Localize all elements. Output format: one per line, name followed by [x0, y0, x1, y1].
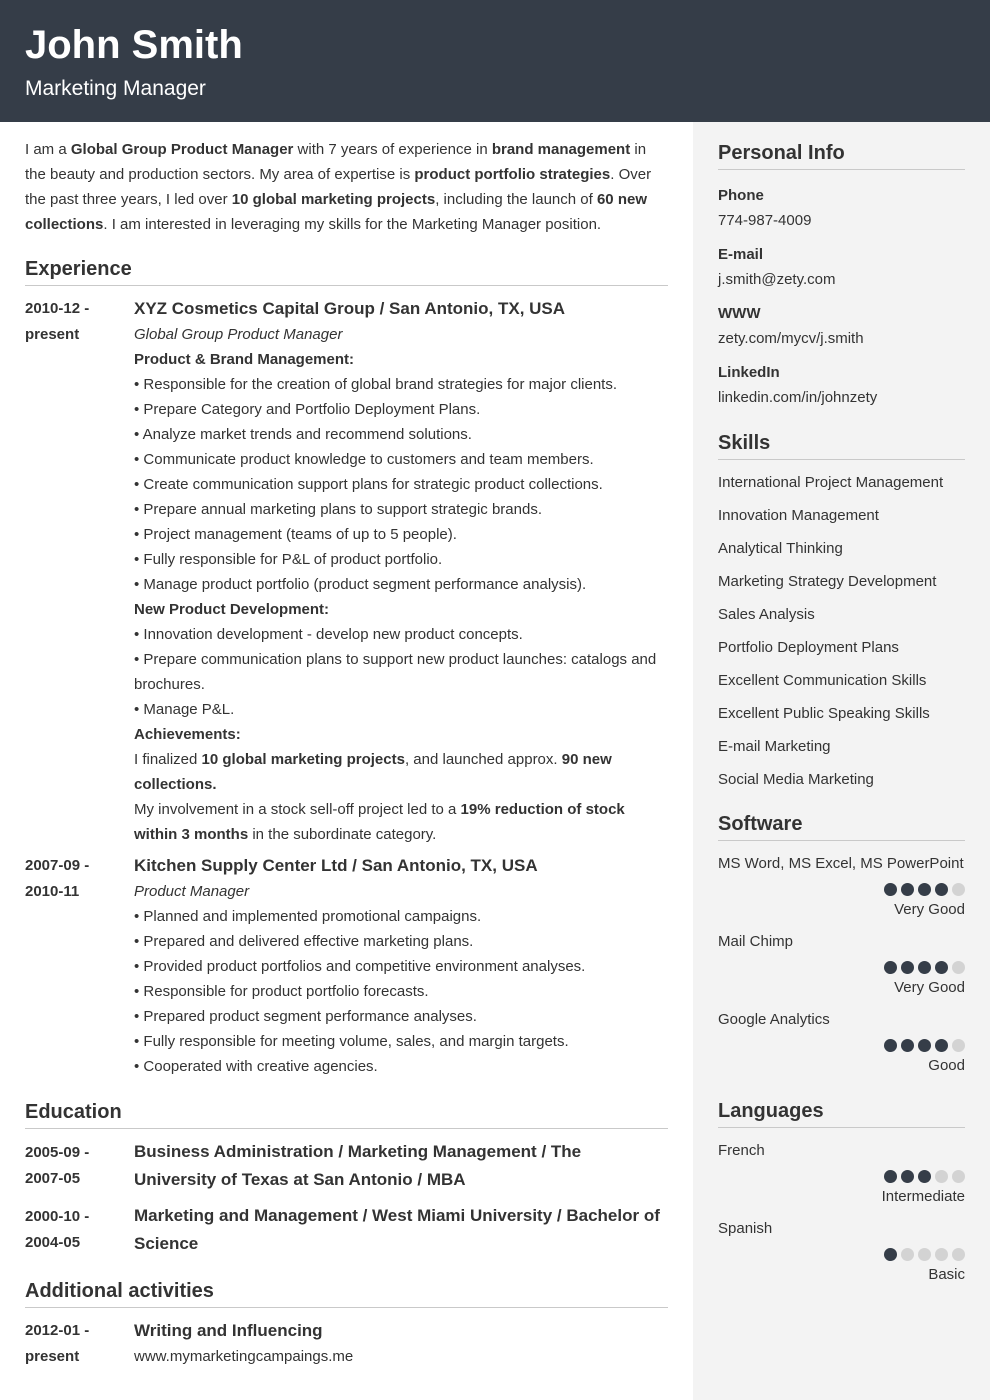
- bullet-line: [134, 422, 668, 447]
- rated-name: MS Word, MS Excel, MS PowerPoint: [718, 855, 964, 872]
- bullet-line: [134, 397, 668, 422]
- entry-date: [25, 1318, 134, 1370]
- experience-entry: [25, 853, 668, 1079]
- experience-entry: [25, 296, 668, 847]
- text-run: . I am interested in leveraging my skills for the Marketing Manager position.: [103, 216, 602, 233]
- bullet-line: [134, 747, 668, 797]
- personal-info-section: [718, 140, 965, 409]
- text-run: . Over the past three years, I led over: [25, 166, 652, 208]
- rating-dot-filled: [884, 961, 897, 974]
- bullet-line: [134, 522, 668, 547]
- rating-dot-empty: [918, 1248, 931, 1261]
- activity-entry: [25, 1318, 668, 1370]
- text-run: • Analyze market trends and recommend solutions.: [134, 426, 472, 443]
- skill-item: Analytical Thinking: [718, 540, 843, 557]
- rating-dot-filled: [935, 1039, 948, 1052]
- bold-text: Product & Brand Management:: [134, 351, 355, 368]
- entry-body: [134, 296, 668, 847]
- rating-level: Very Good: [894, 901, 965, 918]
- entry-date: [25, 853, 134, 1079]
- bold-text: product portfolio strategies: [414, 166, 611, 183]
- rating-dots: [718, 1170, 965, 1183]
- bullet-line: [134, 647, 668, 697]
- bullet-line: [134, 547, 668, 572]
- education-section: [25, 1099, 668, 1258]
- bullet-line: [134, 372, 668, 397]
- text-run: , and launched approx.: [404, 751, 562, 768]
- text-run: • Cooperated with creative agencies.: [134, 1058, 378, 1075]
- education-heading: Education: [25, 1099, 668, 1129]
- entry-date: [25, 296, 134, 847]
- main-column: [25, 137, 668, 1370]
- subheading: [134, 722, 668, 747]
- skill-item: Portfolio Deployment Plans: [718, 639, 899, 656]
- bullet-line: [134, 979, 668, 1004]
- skill-item: E-mail Marketing: [718, 738, 831, 755]
- rated-name: French: [718, 1142, 765, 1159]
- rating-level: Good: [928, 1057, 965, 1074]
- rating-level: Basic: [928, 1266, 965, 1283]
- rating-dot-filled: [918, 1170, 931, 1183]
- text-run: in the subordinate category.: [248, 826, 437, 843]
- rated-item: [718, 1140, 965, 1207]
- activities-heading: Additional activities: [25, 1278, 668, 1308]
- text-run: • Prepare annual marketing plans to support strategic brands.: [134, 501, 542, 518]
- resume-header: [0, 0, 990, 122]
- text-run: • Manage P&L.: [134, 701, 235, 718]
- text-run: • Fully responsible for P&L of product portfolio.: [134, 551, 443, 568]
- rating-dots: [718, 961, 965, 974]
- skill-item: Excellent Communication Skills: [718, 672, 927, 689]
- rated-name: Mail Chimp: [718, 933, 794, 950]
- degree-title: Business Administration / Marketing Management / The University of Texas at San Antonio / MBA: [134, 1142, 582, 1189]
- text-run: • Communicate product knowledge to customers and team members.: [134, 451, 594, 468]
- rating-dot-filled: [918, 1039, 931, 1052]
- candidate-name: John Smith: [25, 23, 243, 67]
- subheading: [134, 347, 668, 372]
- bullet-line: [134, 447, 668, 472]
- personal-info-heading: Personal Info: [718, 140, 965, 170]
- languages-heading: Languages: [718, 1098, 965, 1128]
- subheading: [134, 597, 668, 622]
- education-entry: [25, 1202, 668, 1258]
- rating-dot-filled: [901, 883, 914, 896]
- candidate-title: Marketing Manager: [25, 77, 206, 100]
- rated-item: [718, 853, 965, 920]
- text-run: • Provided product portfolios and competitive environment analyses.: [134, 958, 586, 975]
- bullet-line: [134, 954, 668, 979]
- entry-body: [134, 1202, 668, 1258]
- bullet-line: [134, 1054, 668, 1079]
- job-role: Product Manager: [134, 883, 250, 900]
- activity-title: Writing and Influencing: [134, 1321, 323, 1340]
- bold-text: 10 global marketing projects: [231, 191, 436, 208]
- info-value: linkedin.com/in/johnzety: [718, 389, 878, 406]
- date-start: 2005-09 -: [25, 1144, 90, 1161]
- date-start: 2012-01 -: [25, 1322, 90, 1339]
- rating-dot-empty: [952, 961, 965, 974]
- rating-dot-filled: [901, 1039, 914, 1052]
- rating-dot-filled: [918, 883, 931, 896]
- text-run: • Project management (teams of up to 5 people).: [134, 526, 457, 543]
- bullet-line: [134, 697, 668, 722]
- sidebar: [693, 122, 990, 1400]
- rating-dot-filled: [884, 1039, 897, 1052]
- rating-dot-empty: [952, 1039, 965, 1052]
- education-entry: [25, 1138, 668, 1194]
- info-label: E-mail: [718, 246, 764, 263]
- date-end: present: [25, 1348, 80, 1365]
- bold-text: 60 new collections: [25, 191, 647, 233]
- info-label: LinkedIn: [718, 364, 780, 381]
- text-run: • Prepared and delivered effective marketing plans.: [134, 933, 474, 950]
- date-start: 2000-10 -: [25, 1208, 90, 1225]
- bullet-line: [134, 797, 668, 847]
- entry-date: [25, 1202, 134, 1258]
- bold-text: brand management: [491, 141, 631, 158]
- bold-text: 90 new collections.: [134, 751, 612, 793]
- date-end: present: [25, 326, 80, 343]
- date-start: 2010-12 -: [25, 300, 90, 317]
- activities-section: [25, 1278, 668, 1370]
- rating-dot-filled: [884, 883, 897, 896]
- bold-text: New Product Development:: [134, 601, 330, 618]
- rated-item: [718, 931, 965, 998]
- skills-heading: Skills: [718, 430, 965, 460]
- skill-item: Excellent Public Speaking Skills: [718, 705, 930, 722]
- degree-title: Marketing and Management / West Miami University / Bachelor of Science: [134, 1206, 660, 1253]
- bullet-line: [134, 929, 668, 954]
- info-label: WWW: [718, 305, 761, 322]
- rating-dot-empty: [901, 1248, 914, 1261]
- bold-text: Global Group Product Manager: [70, 141, 294, 158]
- software-heading: Software: [718, 811, 965, 841]
- activity-detail: www.mymarketingcampaings.me: [134, 1348, 354, 1365]
- rating-dot-filled: [884, 1248, 897, 1261]
- text-run: • Prepare communication plans to support new product launches: catalogs and brochures.: [134, 651, 657, 693]
- date-end: 2007-05: [25, 1170, 81, 1187]
- skill-item: Social Media Marketing: [718, 771, 874, 788]
- text-run: • Create communication support plans for strategic product collections.: [134, 476, 603, 493]
- date-end: 2004-05: [25, 1234, 81, 1251]
- bullet-line: [134, 1004, 668, 1029]
- text-run: My involvement in a stock sell-off project led to a: [134, 801, 461, 818]
- entry-body: [134, 1138, 668, 1194]
- text-run: • Manage product portfolio (product segment performance analysis).: [134, 576, 587, 593]
- skills-section: [718, 430, 965, 791]
- date-start: 2007-09 -: [25, 857, 90, 874]
- text-run: I am a: [25, 141, 71, 158]
- bullet-line: [134, 472, 668, 497]
- rating-dot-filled: [901, 961, 914, 974]
- info-label: Phone: [718, 187, 764, 204]
- skill-item: International Project Management: [718, 474, 944, 491]
- info-value: j.smith@zety.com: [718, 271, 836, 288]
- experience-section: [25, 256, 668, 1079]
- text-run: • Responsible for product portfolio forecasts.: [134, 983, 429, 1000]
- text-run: I finalized: [134, 751, 202, 768]
- entry-body: [134, 1318, 668, 1370]
- rated-item: [718, 1218, 965, 1285]
- bullet-line: [134, 1029, 668, 1054]
- rating-dots: [718, 883, 965, 896]
- languages-section: [718, 1098, 965, 1285]
- text-run: • Innovation development - develop new product concepts.: [134, 626, 523, 643]
- rated-item: [718, 1009, 965, 1076]
- rating-dot-filled: [884, 1170, 897, 1183]
- employer: XYZ Cosmetics Capital Group / San Antonio, TX, USA: [134, 299, 566, 318]
- entry-date: [25, 1138, 134, 1194]
- rating-dot-filled: [901, 1170, 914, 1183]
- bold-text: 10 global marketing projects: [201, 751, 405, 768]
- bullet-line: [134, 497, 668, 522]
- rating-dot-filled: [935, 883, 948, 896]
- rated-name: Spanish: [718, 1220, 773, 1237]
- experience-heading: Experience: [25, 256, 668, 286]
- text-run: • Fully responsible for meeting volume, sales, and margin targets.: [134, 1033, 569, 1050]
- skill-item: Marketing Strategy Development: [718, 573, 937, 590]
- employer: Kitchen Supply Center Ltd / San Antonio, TX, USA: [134, 856, 538, 875]
- rating-dot-empty: [952, 1248, 965, 1261]
- text-run: , including the launch of: [435, 191, 597, 208]
- entry-body: [134, 853, 668, 1079]
- rating-dot-empty: [935, 1248, 948, 1261]
- rated-name: Google Analytics: [718, 1011, 830, 1028]
- software-section: [718, 811, 965, 1076]
- rating-dots: [718, 1248, 965, 1261]
- rating-dots: [718, 1039, 965, 1052]
- bold-text: 19% reduction of stock within 3 months: [134, 801, 625, 843]
- bullet-line: [134, 572, 668, 597]
- text-run: in the beauty and production sectors. My area of expertise is: [25, 141, 647, 183]
- rating-level: Very Good: [894, 979, 965, 996]
- text-run: • Prepared product segment performance analyses.: [134, 1008, 477, 1025]
- rating-level: Intermediate: [881, 1188, 965, 1205]
- rating-dot-empty: [952, 1170, 965, 1183]
- summary-paragraph: [25, 137, 668, 237]
- bullet-line: [134, 904, 668, 929]
- rating-dot-filled: [918, 961, 931, 974]
- info-value: zety.com/mycv/j.smith: [718, 330, 864, 347]
- text-run: • Prepare Category and Portfolio Deployment Plans.: [134, 401, 481, 418]
- rating-dot-empty: [952, 883, 965, 896]
- bold-text: Achievements:: [134, 726, 241, 743]
- info-value: 774-987-4009: [718, 212, 812, 229]
- job-role: Global Group Product Manager: [134, 326, 343, 343]
- skill-item: Sales Analysis: [718, 606, 815, 623]
- rating-dot-filled: [935, 961, 948, 974]
- text-run: • Responsible for the creation of global brand strategies for major clients.: [134, 376, 618, 393]
- date-end: 2010-11: [25, 883, 80, 900]
- text-run: with 7 years of experience in: [293, 141, 492, 158]
- rating-dot-empty: [935, 1170, 948, 1183]
- bullet-line: [134, 622, 668, 647]
- text-run: • Planned and implemented promotional campaigns.: [134, 908, 482, 925]
- skill-item: Innovation Management: [718, 507, 879, 524]
